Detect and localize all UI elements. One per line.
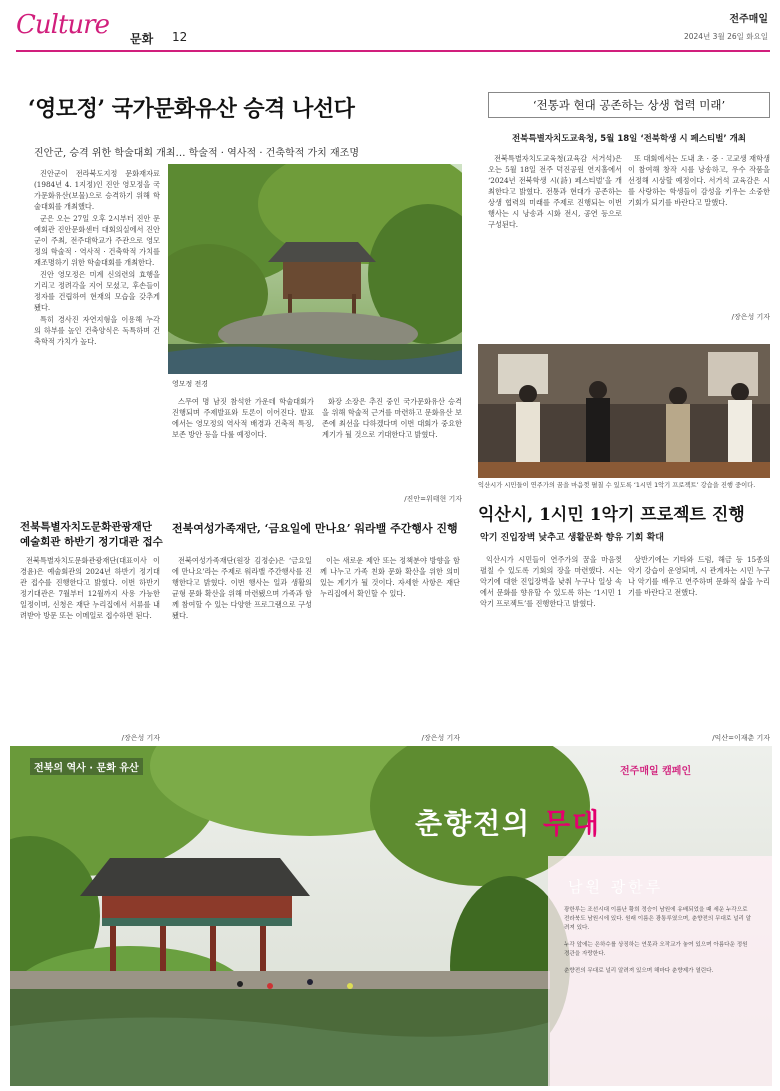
page-number: 12 xyxy=(172,30,188,44)
paragraph: 전북특별자치도문화관광재단(대표이사 이경윤)은 예술회관의 2024년 하반기 정기대관 접수를 진행한다고 밝혔다. 이번 하반기 정기대관은 7월부터 12월까지 사용 가능한 일정이며, 신청은 재단 누리집에서 서류를 내려받아 방문 또는 이메일로 접수하면 된다. xyxy=(20,556,160,620)
paragraph: 또 대회에서는 도내 초 · 중 · 고교생 재학생이 참여해 창작 시를 낭송하고, 우수 작품을 선정해 시상할 예정이다. 서거석 교육감은 시를 사랑하는 학생들이 감성을 키우는 소중한 기회가 되기를 바란다고 말했다. xyxy=(628,154,770,207)
paragraph: 화장 소장은 추진 중인 국가문화유산 승격을 위해 학술적 근거를 마련하고 문화유산 보존에 최선을 다하겠다며 이번 대회가 중요한 계기가 될 것으로 기대한다고 밝혔다. xyxy=(322,397,462,439)
work-life-byline: /장은성 기자 xyxy=(421,734,460,742)
newspaper-name: 전주매일 xyxy=(729,14,768,25)
work-life-column-2 xyxy=(320,555,460,725)
instrument-project-column-1 xyxy=(480,554,622,734)
paragraph: 익산시가 시민들이 연주가의 꿈을 마음껏 펼칠 수 있도록 기회의 장을 마련했다. 시는 악기에 대한 진입장벽을 낮춰 누구나 일상 속에서 문화를 향유할 수 있도록 하는 ‘1시민 1악기 프로젝트’를 진행한다고 밝혔다. xyxy=(480,555,622,608)
campaign-place-name: 남원 광한루 xyxy=(568,878,664,896)
paragraph: 진안군이 전라북도지정 문화재자료(1984년 4. 1지정)인 진안 영모정을 국가문화유산(보물)으로 승격하기 위해 학술대회를 개최했다. xyxy=(34,169,160,211)
arts-hall-article-body xyxy=(20,555,160,741)
festival-subhead: 전북특별자치도교육청, 5월 18일 ‘전북학생 시 페스티벌’ 개최 xyxy=(511,134,747,144)
paragraph: 춘향전의 무대로 널리 알려져 있으며 해마다 춘향제가 열린다. xyxy=(564,968,714,974)
yeongmojeong-photo xyxy=(168,164,462,374)
main-article-byline: /진안=위태현 기자 xyxy=(404,495,462,503)
issue-date: 2024년 3월 26일 화요일 xyxy=(683,32,768,41)
arts-hall-byline: /장은성 기자 xyxy=(121,734,160,742)
campaign-brand: 전주매일 캠페인 xyxy=(620,766,692,777)
instrument-project-byline: /익산=이재춘 기자 xyxy=(712,734,770,742)
festival-article-column-2 xyxy=(628,153,770,311)
campaign-title-main: 춘향전의 xyxy=(415,807,543,840)
paragraph: 스무여 명 남짓 참석한 가운데 학술대회가 진행되며 주제발표와 토론이 이어진다. 발표에서는 영모정의 역사적 배경과 건축적 특징, 보존 방안 등을 다룰 예정이다. xyxy=(172,397,314,439)
instrument-project-headline: 익산시, 1시민 1악기 프로젝트 진행 xyxy=(478,505,745,525)
paragraph: 상반기에는 기타와 드럼, 해금 등 15종의 악기 강습이 운영되며, 시 관계자는 시민 누구나 악기를 배우고 연주하며 문화적 삶을 누리기를 바란다고 전했다. xyxy=(628,555,770,597)
paragraph: 이는 새로운 제안 또는 정책분야 방향을 함께 나누고 가족 친화 문화 확산을 위한 의미있는 계기가 될 것이다. 자세한 사항은 재단 누리집에서 확인할 수 있다. xyxy=(320,556,460,598)
header-divider xyxy=(16,50,770,52)
paragraph: 전북특별자치도교육청(교육감 서거석)은 오는 5월 18일 전주 덕진공원 연지홀에서 ‘2024년 전북학생 시(詩) 페스티벌’을 개최한다고 밝혔다. 전통과 현대가 공존하는 상생 협력의 미래를 주제로 진행되는 이번 행사는 시 낭송과 시화 전시, 공연 등으로 구성된다. xyxy=(488,154,622,229)
work-life-column-1 xyxy=(172,555,312,741)
campaign-tag: 전북의 역사 · 문화 유산 xyxy=(30,758,143,775)
instrument-project-column-2 xyxy=(628,554,770,724)
campaign-body-text xyxy=(564,906,754,1082)
paragraph: 군은 오는 27일 오후 2시부터 진안 문예회관 진안문화센터 대회의실에서 진안군이 주최, 전주대학교가 주관으로 영모정의 학술적 · 역사적 · 건축학적 가치를 재조명하기 위한 학술대회를 개최한다. xyxy=(34,214,160,267)
violin-lesson-photo xyxy=(478,344,770,478)
paragraph: 진안 영모정은 미계 신의련의 효행을 기리고 정려각을 지어 모셨고, 후손들이 정자를 건립하여 현재의 모습을 갖추게 됐다. xyxy=(34,270,160,312)
paragraph: 광한루는 조선시대 이름난 황희 정승이 남원에 유배되었을 때 세운 누각으로 전라북도 남원시에 있다. 원래 이름은 광통루였으며, 춘향전의 무대로 널리 알려져 있다. xyxy=(564,907,752,931)
headline-line-1: 전북특별자치도문화관광재단 xyxy=(20,521,152,533)
festival-article-column-1 xyxy=(488,153,622,343)
work-life-headline: 전북여성가족재단, ‘금요일에 만나요’ 워라밸 주간행사 진행 xyxy=(172,522,458,535)
main-article-column-3 xyxy=(322,396,462,492)
festival-byline: /장은성 기자 xyxy=(731,313,770,321)
main-article-column-1 xyxy=(34,168,160,476)
headline-line-2: 예술회관 하반기 정기대관 접수 xyxy=(20,536,163,548)
main-photo-caption: 영모정 전경 xyxy=(172,380,209,388)
main-article-column-2 xyxy=(172,396,314,506)
instrument-project-subhead: 악기 진입장벽 낮추고 생활문화 향유 기회 확대 xyxy=(480,533,664,543)
campaign-title xyxy=(415,802,601,842)
main-headline: ‘영모정’ 국가문화유산 승격 나선다 xyxy=(28,96,355,122)
campaign-title-accent: 무대 xyxy=(542,807,602,840)
paragraph: 누각 앞에는 은하수를 상징하는 연못과 오작교가 놓여 있으며 아름다운 정원 경관을 자랑한다. xyxy=(564,942,748,957)
main-subhead: 진안군, 승격 위한 학술대회 개최… 학술적 · 역사적 · 건축학적 가치 재조명 xyxy=(34,148,359,159)
section-name: 문화 xyxy=(130,32,154,46)
section-logo: Culture xyxy=(16,10,109,40)
arts-hall-headline xyxy=(20,520,163,550)
festival-headline: ‘전통과 현대 공존하는 상생 협력 미래’ xyxy=(488,92,770,118)
paragraph: 특히 경사진 자연지형을 이용해 누각의 하부를 높인 건축양식은 독특하며 건축학적 가치가 높다. xyxy=(34,315,160,346)
heritage-campaign xyxy=(10,746,772,1086)
paragraph: 전북여성가족재단(원장 김정순)은 ‘금요일에 만나요’라는 주제로 워라밸 주간행사를 진행한다고 밝혔다. 이번 행사는 일과 생활의 균형 문화 확산을 위해 마련됐으며 가족과 함께 참여할 수 있는 다양한 프로그램으로 구성됐다. xyxy=(172,556,312,620)
violin-photo-caption: 익산시가 시민들이 연주가의 꿈을 마음껏 펼칠 수 있도록 ‘1시민 1악기 프로젝트’ 강습을 진행 중이다. xyxy=(478,482,756,489)
